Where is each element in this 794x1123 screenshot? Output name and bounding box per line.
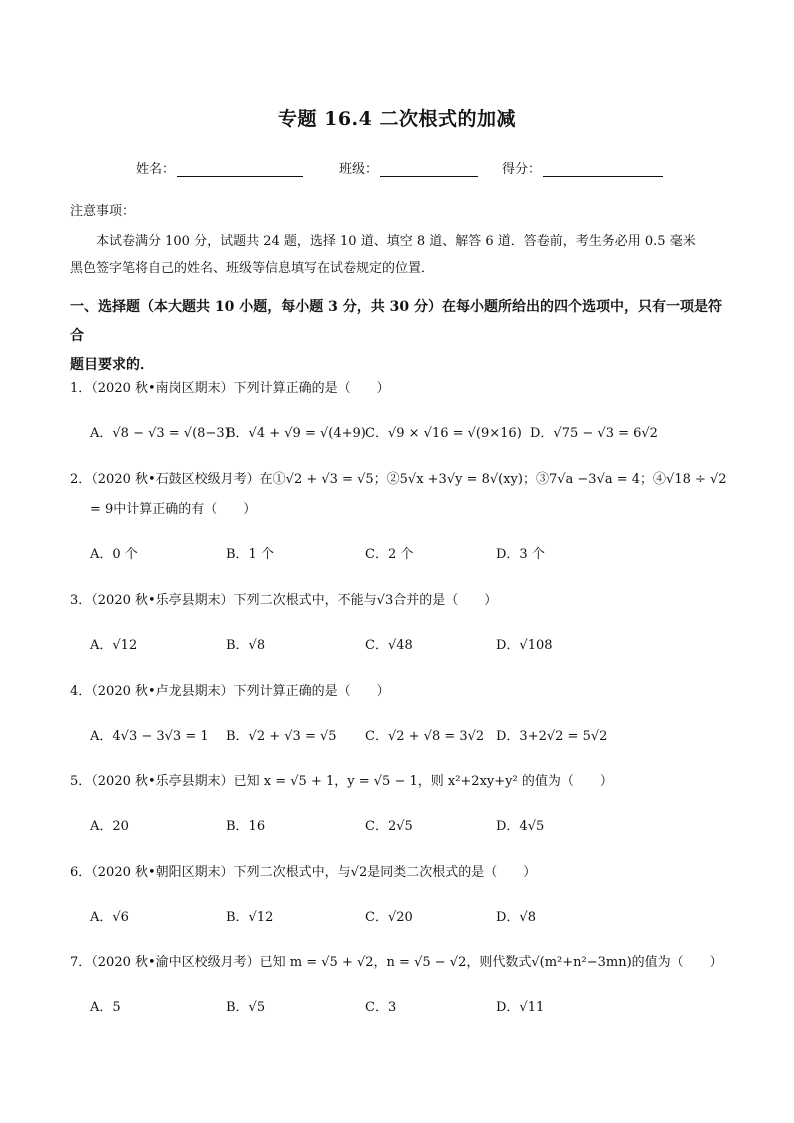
question-2-option-a[interactable]: A．0 个 [90, 547, 138, 562]
question-5-option-a[interactable]: A．20 [90, 819, 129, 834]
question-6-option-a[interactable]: A．√6 [90, 910, 129, 925]
question-2-stem-continued: = 9中计算正确的有（ ） [90, 502, 257, 517]
question-2-option-c[interactable]: C．2 个 [365, 547, 414, 562]
question-3-option-c[interactable]: C．√48 [365, 638, 413, 653]
page-title: 专题 16.4 二次根式的加减 [277, 108, 516, 130]
question-3-option-a[interactable]: A．√12 [90, 638, 138, 653]
notice-label: 注意事项： [70, 204, 136, 219]
student-info-row [136, 158, 663, 177]
question-3-option-b[interactable]: B．√8 [226, 638, 266, 653]
notice-line-1: 本试卷满分 100 分，试题共 24 题，选择 10 道、填空 8 道、解答 6 道．答卷前，考生务必用 0.5 毫米 [96, 234, 696, 249]
question-7-stem: 7．（2020 秋•渝中区校级月考）已知 m = √5 + √2，n = √5 − √2，则代数式√(m²+n²−3mn)的值为（ ） [70, 955, 723, 970]
question-1-option-b[interactable]: B．√4 + √9 = √(4+9) [226, 426, 366, 441]
question-1-stem: 1．（2020 秋•南岗区期末）下列计算正确的是（ ） [70, 381, 390, 396]
question-6-stem: 6．（2020 秋•朝阳区期末）下列二次根式中，与√2是同类二次根式的是（ ） [70, 865, 537, 880]
question-4-option-d[interactable]: D．3+2√2 = 5√2 [496, 729, 608, 744]
section-line-2: 题目要求的． [70, 357, 154, 373]
question-1-option-c[interactable]: C．√9 × √16 = √(9×16) [365, 426, 522, 441]
name-blank[interactable] [177, 162, 303, 177]
question-7-option-d[interactable]: D．√11 [496, 1000, 545, 1015]
question-4-option-a[interactable]: A．4√3 − 3√3 = 1 [90, 729, 209, 744]
notice-line-2: 黑色签字笔将自己的姓名、班级等信息填写在试卷规定的位置． [70, 261, 435, 276]
question-2-stem: 2．（2020 秋•石鼓区校级月考）在①√2 + √3 = √5；②5√x +3√y = 8√(xy)；③7√a −3√a = 4；④√18 ÷ √2 [70, 472, 727, 487]
question-5-option-d[interactable]: D．4√5 [496, 819, 545, 834]
notice-paragraph [70, 228, 730, 282]
question-2-option-d[interactable]: D．3 个 [496, 547, 545, 562]
question-6-option-b[interactable]: B．√12 [226, 910, 274, 925]
question-1-option-d[interactable]: D．√75 − √3 = 6√2 [530, 426, 658, 441]
name-label: 姓名： [136, 162, 176, 177]
score-blank[interactable] [543, 162, 663, 177]
question-1-option-a[interactable]: A．√8 − √3 = √(8−3) [90, 426, 230, 441]
section-line-1: 一、选择题（本大题共 10 小题，每小题 3 分，共 30 分）在每小题所给出的四个选项中，只有一项是符合 [70, 299, 722, 344]
question-6-option-c[interactable]: C．√20 [365, 910, 413, 925]
question-4-option-c[interactable]: C．√2 + √8 = 3√2 [365, 729, 485, 744]
question-7-option-b[interactable]: B．√5 [226, 1000, 266, 1015]
section-heading [70, 293, 730, 380]
question-5-option-c[interactable]: C．2√5 [365, 819, 413, 834]
question-7-option-a[interactable]: A．5 [90, 1000, 121, 1015]
question-3-option-d[interactable]: D．√108 [496, 638, 553, 653]
score-label: 得分： [502, 162, 542, 177]
question-3-stem: 3．（2020 秋•乐亭县期末）下列二次根式中，不能与√3合并的是（ ） [70, 593, 498, 608]
question-4-stem: 4．（2020 秋•卢龙县期末）下列计算正确的是（ ） [70, 684, 390, 699]
question-4-option-b[interactable]: B．√2 + √3 = √5 [226, 729, 337, 744]
question-5-option-b[interactable]: B．16 [226, 819, 266, 834]
question-6-option-d[interactable]: D．√8 [496, 910, 536, 925]
question-5-stem: 5．（2020 秋•乐亭县期末）已知 x = √5 + 1，y = √5 − 1，则 x²+2xy+y² 的值为（ ） [70, 774, 613, 789]
class-blank[interactable] [380, 162, 478, 177]
question-2-option-b[interactable]: B．1 个 [226, 547, 274, 562]
question-7-option-c[interactable]: C．3 [365, 1000, 397, 1015]
class-label: 班级： [339, 162, 379, 177]
